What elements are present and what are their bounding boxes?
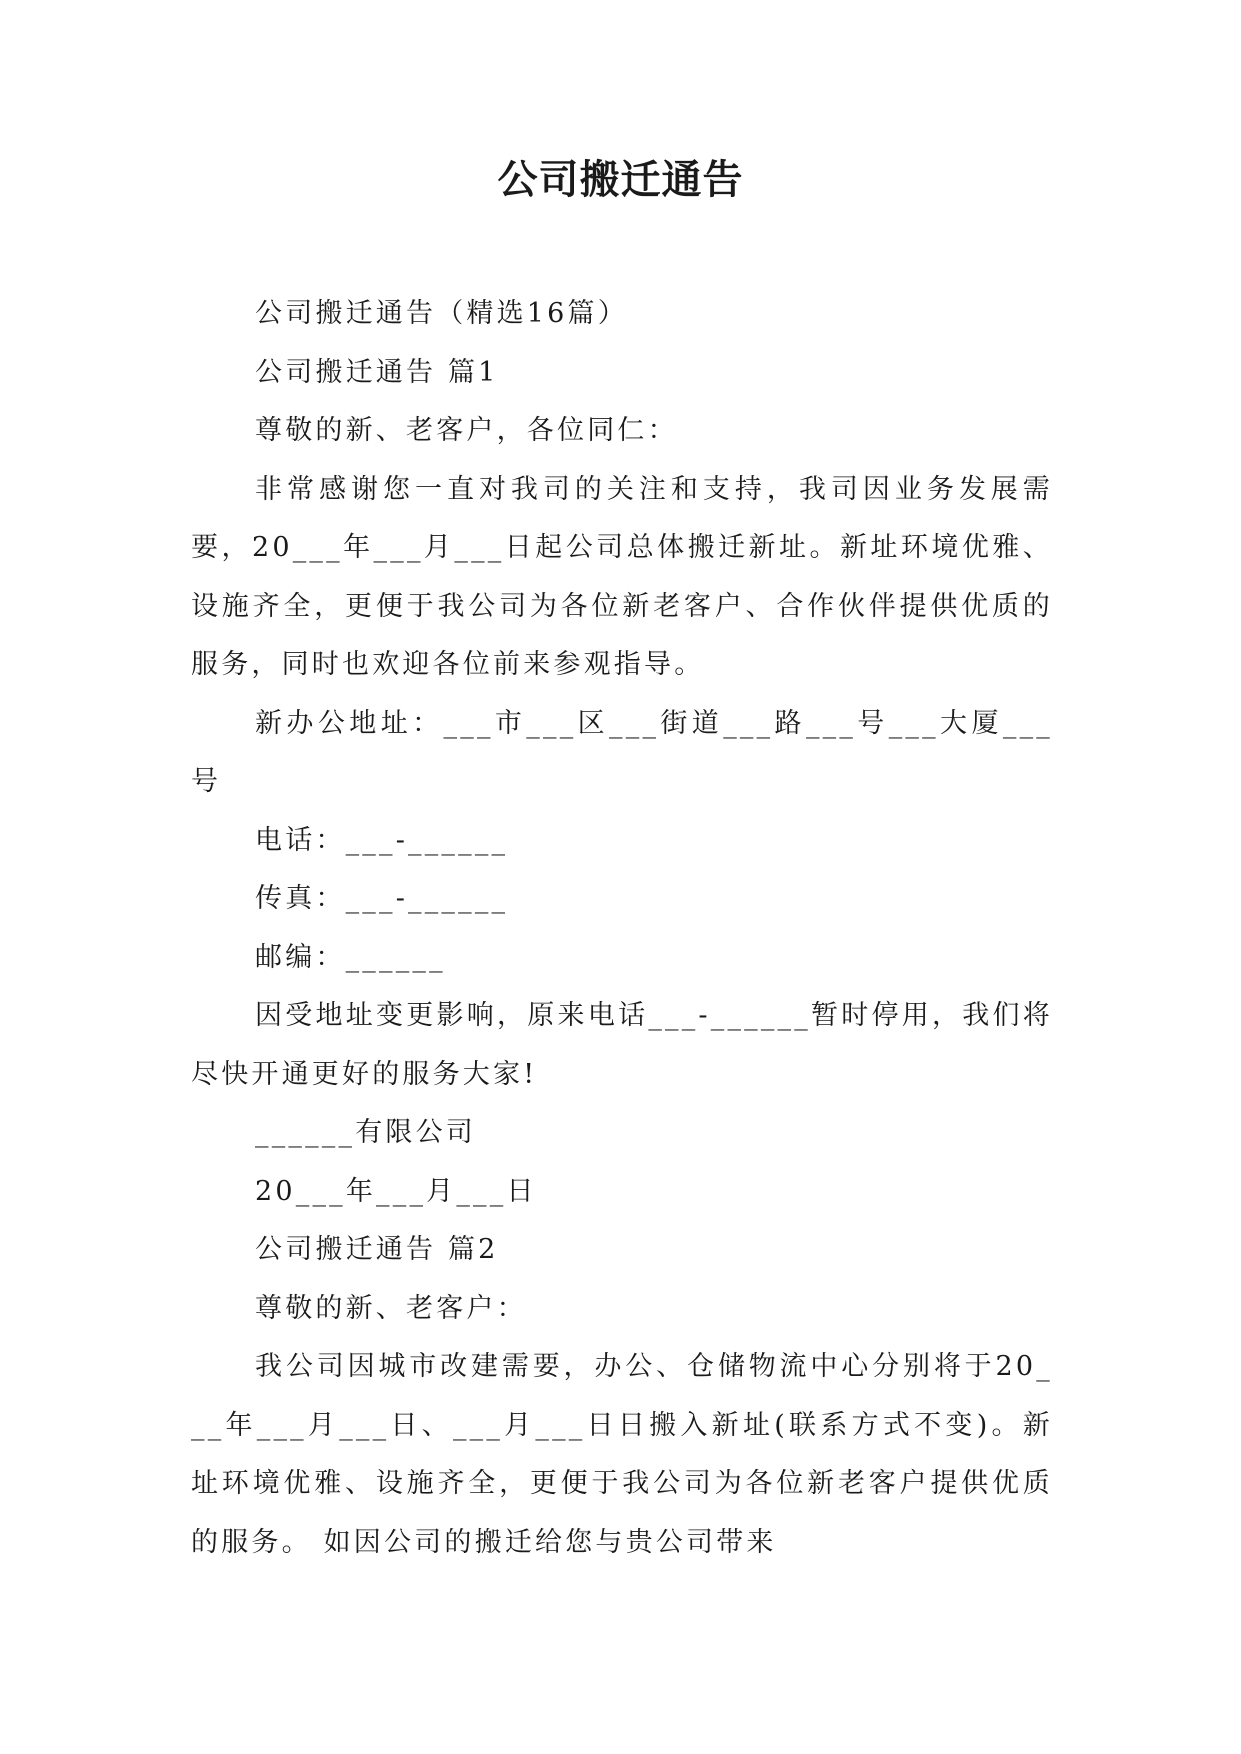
paragraph-fax: 传真：___-______ [255, 883, 509, 914]
document-body [191, 285, 1053, 1572]
paragraph-salutation-2: 尊敬的新、老客户： [255, 1292, 527, 1324]
paragraph-phone: 电话：___-______ [255, 824, 509, 856]
paragraph-phone-change: 因受地址变更影响，原来电话___-______暂时停用，我们将尽快开通更好的服务大家! [191, 1000, 1053, 1090]
paragraph-signature-company: ______有限公司 [255, 1117, 476, 1148]
paragraph-article-2-heading: 公司搬迁通告 篇2 [255, 1234, 499, 1265]
paragraph-salutation: 尊敬的新、老客户，各位同仁： [255, 415, 678, 446]
paragraph-article-1-heading: 公司搬迁通告 篇1 [255, 356, 499, 388]
document-title: 公司搬迁通告 [497, 157, 744, 203]
paragraph-relocation-notice: 我公司因城市改建需要，办公、仓储物流中心分别将于20___年___月___日、___月___日日搬入新址(联系方式不变)。新址环境优雅、设施齐全，更便于我公司为各位新老客户提供优质的服务。 如因公司的搬迁给您与贵公司带来 [191, 1351, 1053, 1558]
paragraph-heading-collection: 公司搬迁通告（精选16篇） [255, 298, 628, 329]
paragraph-signature-date: 20___年___月___日 [255, 1175, 537, 1207]
paragraph-new-address: 新办公地址：___市___区___街道___路___号___大厦___号 [191, 707, 1053, 797]
paragraph-postcode: 邮编：______ [255, 941, 446, 973]
paragraph-announcement: 非常感谢您一直对我司的关注和支持，我司因业务发展需要，20___年___月___日起公司总体搬迁新址。新址环境优雅、设施齐全，更便于我公司为各位新老客户、合作伙伴提供优质的服务，同时也欢迎各位前来参观指导。 [191, 473, 1053, 680]
